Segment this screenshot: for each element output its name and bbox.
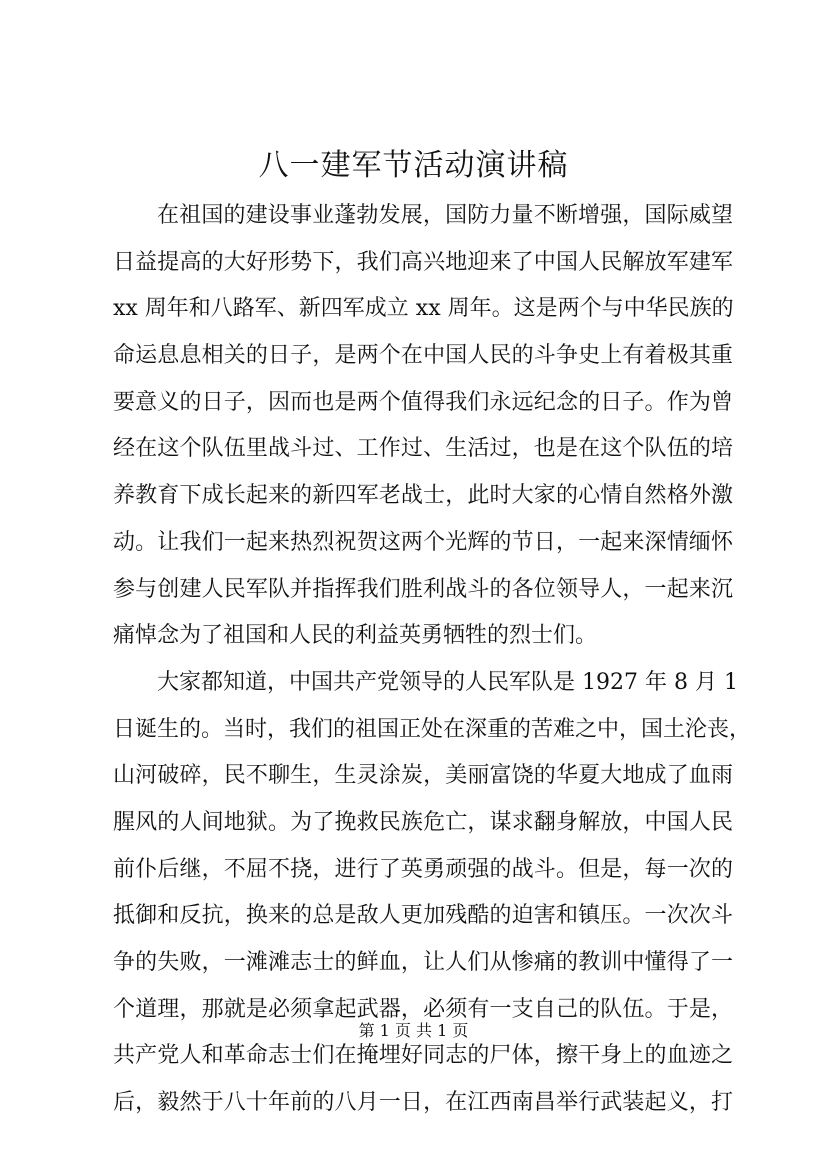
- text-line: 抵御和反抗，换来的总是敌人更加残酷的迫害和镇压。一次次斗: [113, 903, 733, 929]
- text-line: 日诞生的。当时，我们的祖国正处在深重的苦难之中，国土沦丧，: [113, 716, 752, 742]
- text-line: 个道理，那就是必须拿起武器，必须有一支自己的队伍。于是，: [113, 996, 733, 1022]
- document-title: 八一建军节活动演讲稿: [258, 148, 569, 183]
- text-line: 动。让我们一起来热烈祝贺这两个光辉的节日，一起来深情缅怀: [113, 529, 733, 555]
- text-line: 痛悼念为了祖国和人民的利益英勇牺牲的烈士们。: [113, 623, 598, 649]
- text-line: 参与创建人民军队并指挥我们胜利战斗的各位领导人，一起来沉: [113, 576, 733, 602]
- text-line: 经在这个队伍里战斗过、工作过、生活过，也是在这个队伍的培: [113, 436, 733, 462]
- text-line: 腥风的人间地狱。为了挽救民族危亡，谋求翻身解放，中国人民: [113, 809, 733, 835]
- text-line: 命运息息相关的日子，是两个在中国人民的斗争史上有着极其重: [113, 343, 733, 369]
- text-line: xx 周年和八路军、新四军成立 xx 周年。这是两个与中华民族的: [113, 296, 734, 322]
- text-line: 要意义的日子，因而也是两个值得我们永远纪念的日子。作为曾: [113, 389, 733, 415]
- text-line: 共产党人和革命志士们在掩埋好同志的尸体，擦干身上的血迹之: [113, 1043, 733, 1069]
- document-body: [113, 193, 752, 1127]
- text-line: 山河破碎，民不聊生，生灵涂炭，美丽富饶的华夏大地成了血雨: [113, 763, 733, 789]
- text-line: 后，毅然于八十年前的八月一日，在江西南昌举行武装起义，打: [113, 1090, 733, 1116]
- paragraph: [113, 193, 733, 660]
- page-number-footer: 第 1 页 共 1 页: [358, 1021, 469, 1040]
- text-line: 大家都知道，中国共产党领导的人民军队是 1927 年 8 月 1: [157, 669, 738, 695]
- paragraph: [113, 660, 752, 1127]
- text-line: 在祖国的建设事业蓬勃发展，国防力量不断增强，国际威望: [157, 203, 733, 228]
- text-line: 前仆后继，不屈不挠，进行了英勇顽强的战斗。但是，每一次的: [113, 856, 733, 882]
- text-line: 争的失败，一滩滩志士的鲜血，让人们从惨痛的教训中懂得了一: [113, 950, 733, 975]
- text-line: 养教育下成长起来的新四军老战士，此时大家的心情自然格外激: [113, 483, 733, 509]
- text-line: 日益提高的大好形势下，我们高兴地迎来了中国人民解放军建军: [113, 249, 733, 275]
